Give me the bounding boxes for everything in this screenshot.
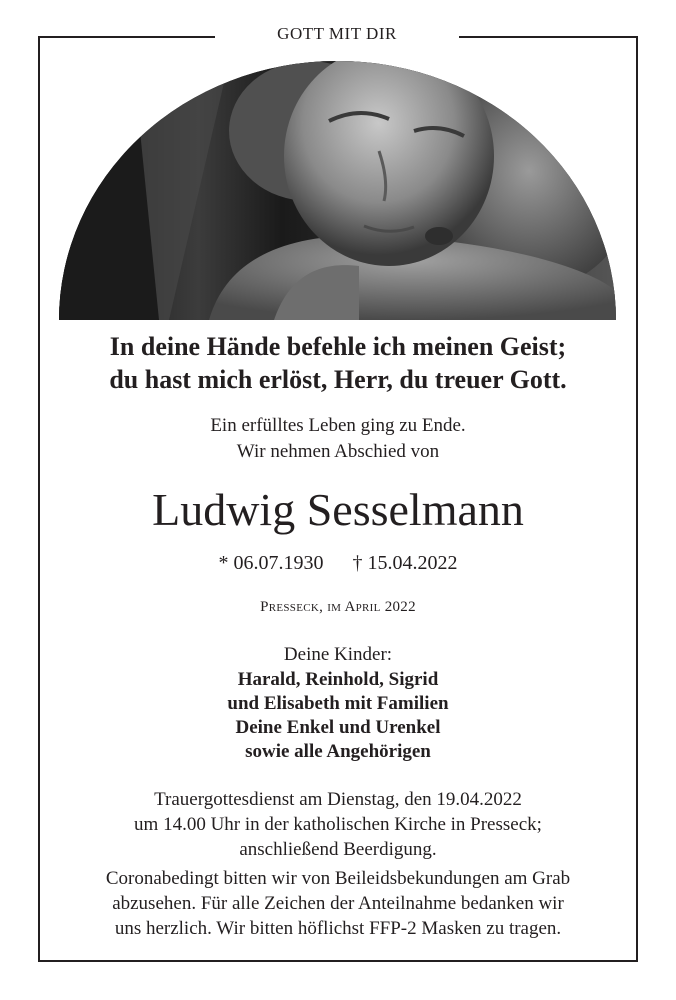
mourner-line: und Elisabeth mit Familien [227, 693, 449, 714]
verse-line: In deine Hände befehle ich meinen Geist; [109, 332, 567, 361]
birth-date: * 06.07.1930 [218, 552, 324, 574]
corona-note [40, 866, 636, 941]
death-date: † 15.04.2022 [352, 552, 458, 574]
verse-line: du hast mich erlöst, Herr, du treuer Gott. [109, 365, 567, 394]
intro-line: Ein erfülltes Leben ging zu Ende. [210, 415, 466, 436]
mourner-line: sowie alle Angehörigen [245, 741, 431, 762]
service-line: um 14.00 Uhr in der katholischen Kirche in Presseck; [134, 814, 542, 835]
intro-line: Wir nehmen Abschied von [236, 441, 440, 462]
bible-verse [40, 330, 636, 396]
mourners-list [40, 668, 636, 764]
frame-top-rule-right [459, 36, 638, 38]
service-line: anschließend Beerdigung. [239, 839, 437, 860]
frame-top-rule-left [38, 36, 215, 38]
note-line: uns herzlich. Wir bitten höflichst FFP-2 Masken zu tragen. [114, 918, 562, 939]
header-title: GOTT MIT DIR [277, 24, 397, 43]
deceased-name: Ludwig Sesselmann [152, 484, 524, 535]
life-dates [40, 550, 636, 576]
note-line: Coronabedingt bitten wir von Beileidsbekundungen am Grab [105, 868, 571, 889]
mourner-line: Harald, Reinhold, Sigrid [237, 669, 439, 690]
note-line: abzusehen. Für alle Zeichen der Anteilnahme bedanken wir [112, 893, 564, 914]
mourners-label: Deine Kinder: [283, 644, 393, 665]
mourner-line: Deine Enkel und Urenkel [235, 717, 441, 738]
intro-text [40, 413, 636, 465]
service-line: Trauergottesdienst am Dienstag, den 19.04.2022 [154, 789, 522, 810]
funeral-service-info [40, 787, 636, 862]
place-date: Presseck, im April 2022 [260, 599, 416, 615]
